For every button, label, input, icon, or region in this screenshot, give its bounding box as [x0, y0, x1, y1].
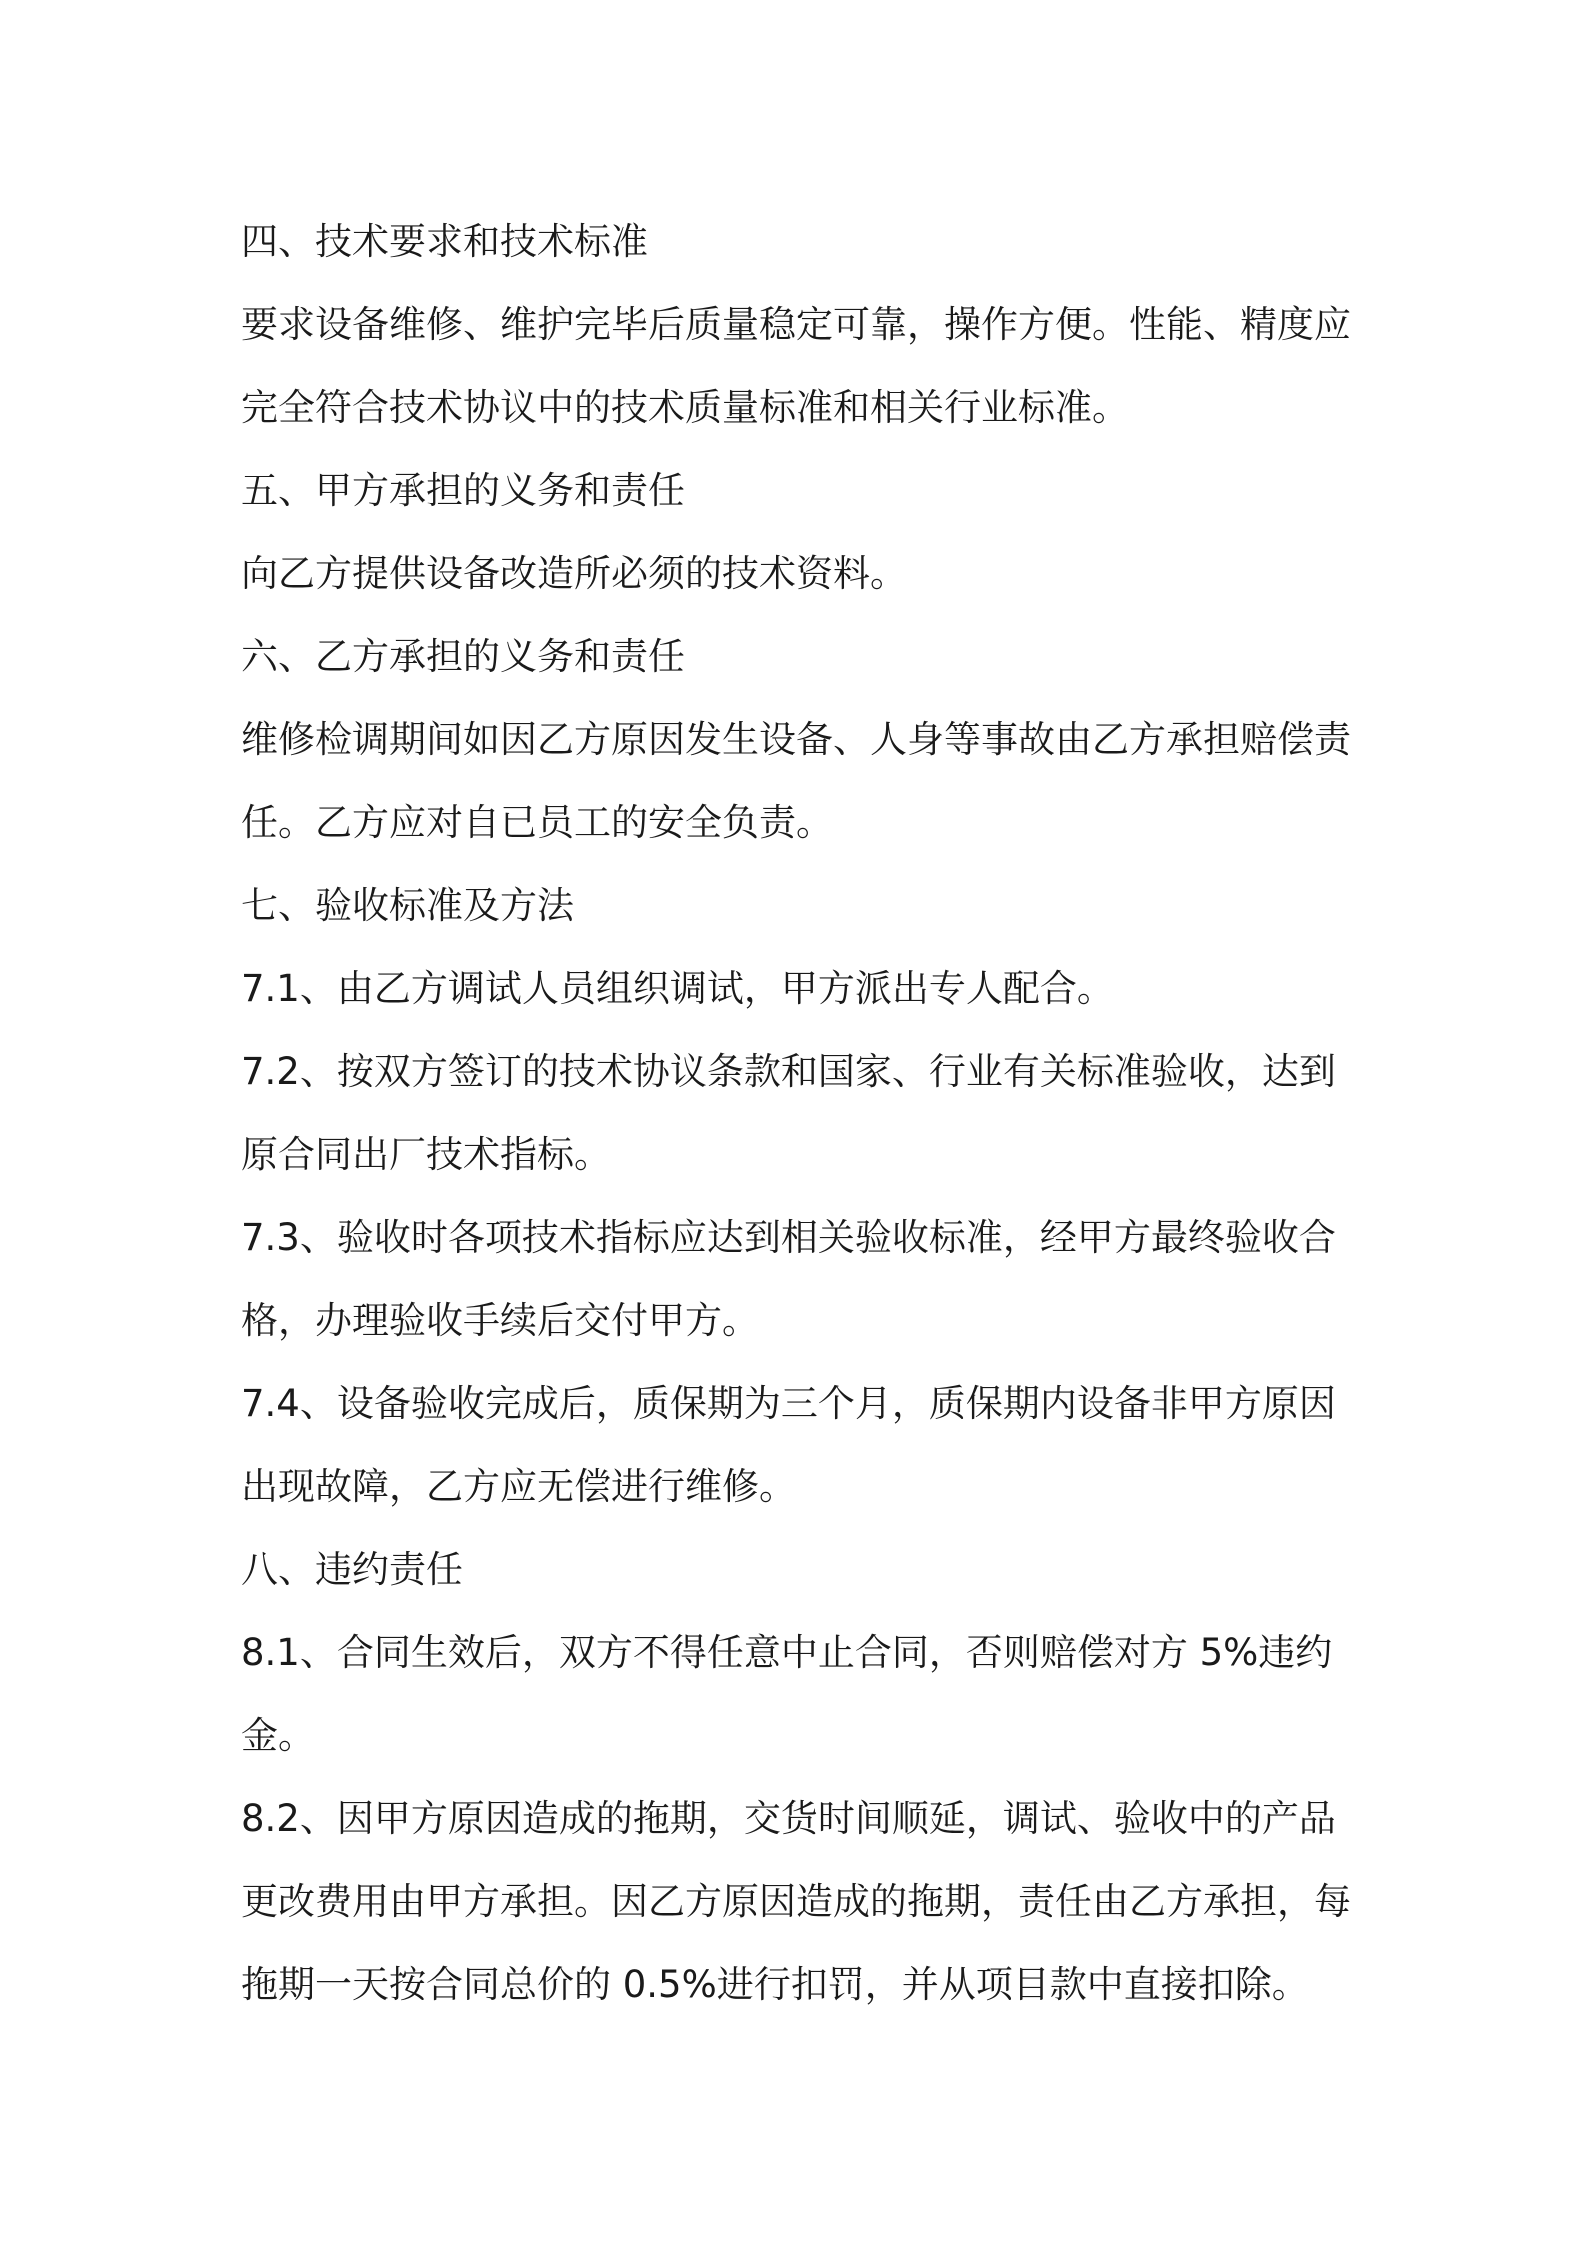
- document-body: [241, 200, 1361, 2026]
- clause-8-1: 8.1、合同生效后，双方不得任意中止合同，否则赔偿对方 5%违约: [241, 1631, 1333, 1674]
- paragraph-line: 原合同出厂技术指标。: [241, 1133, 611, 1176]
- section-heading-5: 五、甲方承担的义务和责任: [241, 469, 685, 512]
- paragraph-line: 金。: [241, 1714, 315, 1757]
- paragraph-line: 格，办理验收手续后交付甲方。: [241, 1299, 759, 1342]
- paragraph-line: 向乙方提供设备改造所必须的技术资料。: [241, 552, 907, 595]
- paragraph-line: 出现故障，乙方应无偿进行维修。: [241, 1465, 796, 1508]
- clause-7-2: 7.2、按双方签订的技术协议条款和国家、行业有关标准验收，达到: [241, 1050, 1336, 1093]
- clause-7-1: 7.1、由乙方调试人员组织调试，甲方派出专人配合。: [241, 967, 1114, 1010]
- clause-8-2: 8.2、因甲方原因造成的拖期，交货时间顺延，调试、验收中的产品: [241, 1797, 1336, 1840]
- paragraph-line: 任。乙方应对自已员工的安全负责。: [241, 801, 833, 844]
- paragraph-line: 更改费用由甲方承担。因乙方原因造成的拖期，责任由乙方承担，每: [241, 1880, 1351, 1923]
- paragraph-line: 维修检调期间如因乙方原因发生设备、人身等事故由乙方承担赔偿责: [241, 718, 1351, 761]
- clause-7-4: 7.4、设备验收完成后，质保期为三个月，质保期内设备非甲方原因: [241, 1382, 1336, 1425]
- section-heading-7: 七、验收标准及方法: [241, 884, 574, 927]
- section-heading-8: 八、违约责任: [241, 1548, 463, 1591]
- clause-7-3: 7.3、验收时各项技术指标应达到相关验收标准，经甲方最终验收合: [241, 1216, 1336, 1259]
- paragraph-line: 拖期一天按合同总价的 0.5%进行扣罚，并从项目款中直接扣除。: [241, 1963, 1309, 2006]
- section-heading-6: 六、乙方承担的义务和责任: [241, 635, 685, 678]
- paragraph-line: 完全符合技术协议中的技术质量标准和相关行业标准。: [241, 386, 1129, 429]
- section-heading-4: 四、技术要求和技术标准: [241, 220, 648, 263]
- paragraph-line: 要求设备维修、维护完毕后质量稳定可靠，操作方便。性能、精度应: [241, 303, 1351, 346]
